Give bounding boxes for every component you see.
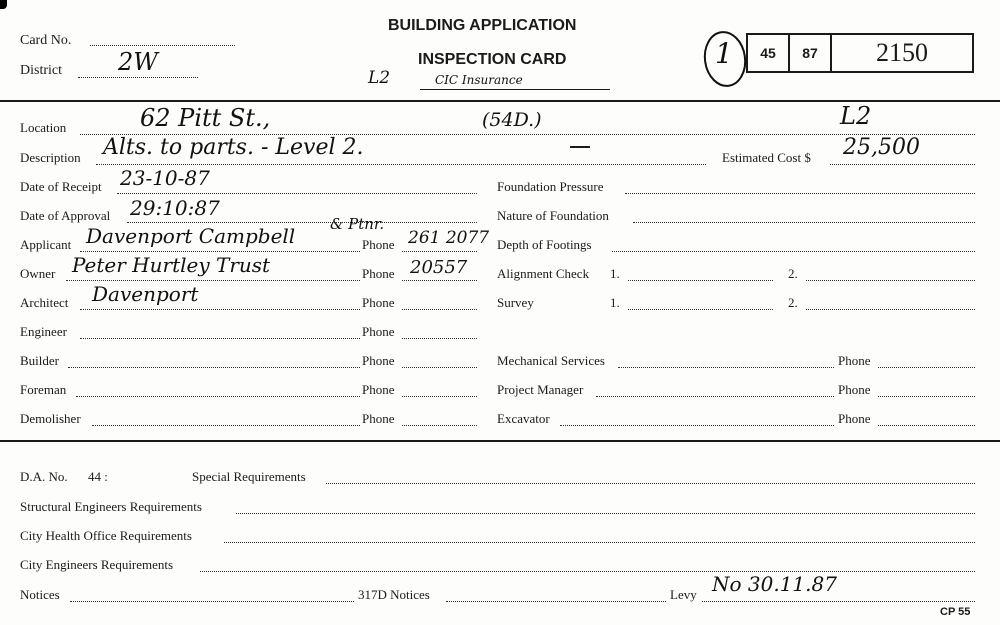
alignment-one-line bbox=[628, 280, 773, 281]
description-line bbox=[96, 164, 706, 165]
architect-value: Davenport bbox=[92, 282, 199, 306]
excavator-label: Excavator bbox=[497, 411, 550, 426]
form-code: CP 55 bbox=[940, 606, 971, 618]
applicant-value: Davenport Campbell bbox=[86, 224, 296, 248]
owner-line bbox=[66, 280, 360, 281]
foreman-phone-line bbox=[402, 396, 477, 397]
project-manager-label: Project Manager bbox=[497, 382, 584, 397]
title-line2: INSPECTION CARD bbox=[418, 51, 567, 68]
engineer-phone-label: Phone bbox=[362, 324, 395, 339]
alignment-one-label: 1. bbox=[610, 266, 620, 281]
owner-phone-value: 20557 bbox=[410, 257, 468, 278]
survey-one-line bbox=[628, 309, 773, 310]
applicant-extra: & Ptnr. bbox=[330, 215, 385, 233]
location-value: 62 Pitt St., bbox=[140, 104, 271, 132]
applicant-phone-label: Phone bbox=[362, 237, 395, 252]
mechanical-label: Mechanical Services bbox=[497, 353, 605, 368]
special-req-line bbox=[326, 483, 975, 484]
excavator-phone-label: Phone bbox=[838, 411, 871, 426]
survey-label: Survey bbox=[497, 295, 534, 310]
demolisher-phone-line bbox=[402, 425, 477, 426]
health-label: City Health Office Requirements bbox=[20, 528, 192, 543]
card-number-box bbox=[830, 33, 974, 73]
card-box-a-value: 45 bbox=[760, 45, 776, 61]
card-box-b-value: 87 bbox=[802, 45, 818, 61]
special-req-label: Special Requirements bbox=[192, 469, 306, 484]
city-eng-label: City Engineers Requirements bbox=[20, 557, 174, 572]
depth-footings-line bbox=[612, 251, 975, 252]
survey-two-line bbox=[806, 309, 975, 310]
alignment-check-label: Alignment Check bbox=[497, 266, 590, 281]
notices-317d-line bbox=[446, 601, 666, 602]
description-label: Description bbox=[20, 150, 81, 165]
date-approval-value: 29:10:87 bbox=[130, 196, 220, 220]
project-manager-phone-label: Phone bbox=[838, 382, 871, 397]
alignment-two-line bbox=[806, 280, 975, 281]
applicant-label: Applicant bbox=[20, 237, 72, 252]
middle-rule bbox=[0, 440, 1000, 442]
excavator-phone-line bbox=[878, 425, 975, 426]
da-no-label: D.A. No. bbox=[20, 469, 68, 484]
estimated-cost-label: Estimated Cost $ bbox=[722, 150, 811, 165]
survey-one-label: 1. bbox=[610, 295, 620, 310]
location-extra: (54D.) bbox=[482, 109, 542, 131]
notices-317d-label: 317D Notices bbox=[358, 587, 430, 602]
foreman-phone-label: Phone bbox=[362, 382, 395, 397]
hw-level-top: L2 bbox=[368, 68, 391, 88]
district-label: District bbox=[20, 63, 62, 78]
title-line1: BUILDING APPLICATION bbox=[388, 17, 577, 34]
date-receipt-label: Date of Receipt bbox=[20, 179, 102, 194]
location-level: L2 bbox=[840, 102, 872, 130]
engineer-label: Engineer bbox=[20, 324, 67, 339]
health-line bbox=[224, 542, 975, 543]
alignment-two-label: 2. bbox=[788, 266, 798, 281]
da-no-value: 44 : bbox=[88, 469, 108, 484]
foreman-label: Foreman bbox=[20, 382, 67, 397]
levy-label: Levy bbox=[670, 587, 697, 602]
card-box-b bbox=[788, 33, 832, 73]
punch-mark bbox=[0, 0, 7, 9]
estimated-cost-value: 25,500 bbox=[843, 135, 920, 160]
engineer-phone-line bbox=[402, 338, 477, 339]
applicant-phone-line bbox=[402, 251, 477, 252]
nature-foundation-line bbox=[633, 222, 975, 223]
hw-insurance: CIC Insurance bbox=[435, 73, 523, 87]
owner-label: Owner bbox=[20, 266, 56, 281]
date-receipt-value: 23-10-87 bbox=[120, 166, 210, 190]
architect-phone-label: Phone bbox=[362, 295, 395, 310]
date-approval-line bbox=[127, 222, 477, 223]
project-manager-line bbox=[596, 396, 834, 397]
nature-foundation-label: Nature of Foundation bbox=[497, 208, 609, 223]
date-approval-label: Date of Approval bbox=[20, 208, 111, 223]
architect-label: Architect bbox=[20, 295, 69, 310]
builder-phone-line bbox=[402, 367, 477, 368]
project-manager-phone-line bbox=[878, 396, 975, 397]
insurance-underline bbox=[420, 89, 610, 90]
demolisher-phone-label: Phone bbox=[362, 411, 395, 426]
builder-line bbox=[68, 367, 360, 368]
card-no-line bbox=[90, 45, 235, 46]
owner-phone-label: Phone bbox=[362, 266, 395, 281]
card-no-label: Card No. bbox=[20, 33, 72, 48]
mechanical-phone-label: Phone bbox=[838, 353, 871, 368]
card-box-a bbox=[746, 33, 790, 73]
engineer-line bbox=[80, 338, 360, 339]
applicant-line bbox=[80, 251, 360, 252]
district-value: 2W bbox=[118, 48, 158, 76]
estimated-cost-line bbox=[830, 164, 975, 165]
demolisher-line bbox=[92, 425, 360, 426]
architect-line bbox=[80, 309, 360, 310]
card-number: 2150 bbox=[876, 38, 928, 67]
foreman-line bbox=[76, 396, 360, 397]
foundation-pressure-line bbox=[625, 193, 975, 194]
excavator-line bbox=[560, 425, 834, 426]
mechanical-line bbox=[618, 367, 834, 368]
builder-label: Builder bbox=[20, 353, 59, 368]
mechanical-phone-line bbox=[878, 367, 975, 368]
notices-label: Notices bbox=[20, 587, 60, 602]
owner-value: Peter Hurtley Trust bbox=[72, 253, 271, 277]
architect-phone-line bbox=[402, 309, 477, 310]
owner-phone-line bbox=[402, 280, 477, 281]
date-receipt-line bbox=[117, 193, 477, 194]
levy-value: No 30.11.87 bbox=[712, 572, 837, 596]
levy-line bbox=[702, 601, 975, 602]
description-dash bbox=[570, 146, 590, 148]
district-line bbox=[78, 77, 198, 78]
applicant-phone-value: 261 2077 bbox=[408, 228, 490, 248]
notices-line bbox=[70, 601, 354, 602]
location-label: Location bbox=[20, 120, 67, 135]
builder-phone-label: Phone bbox=[362, 353, 395, 368]
depth-footings-label: Depth of Footings bbox=[497, 237, 592, 252]
circled-number: 1 bbox=[715, 37, 733, 70]
description-value: Alts. to parts. - Level 2. bbox=[103, 135, 364, 160]
foundation-pressure-label: Foundation Pressure bbox=[497, 179, 604, 194]
demolisher-label: Demolisher bbox=[20, 411, 81, 426]
structural-line bbox=[236, 513, 975, 514]
survey-two-label: 2. bbox=[788, 295, 798, 310]
structural-label: Structural Engineers Requirements bbox=[20, 499, 202, 514]
city-eng-line bbox=[200, 571, 975, 572]
